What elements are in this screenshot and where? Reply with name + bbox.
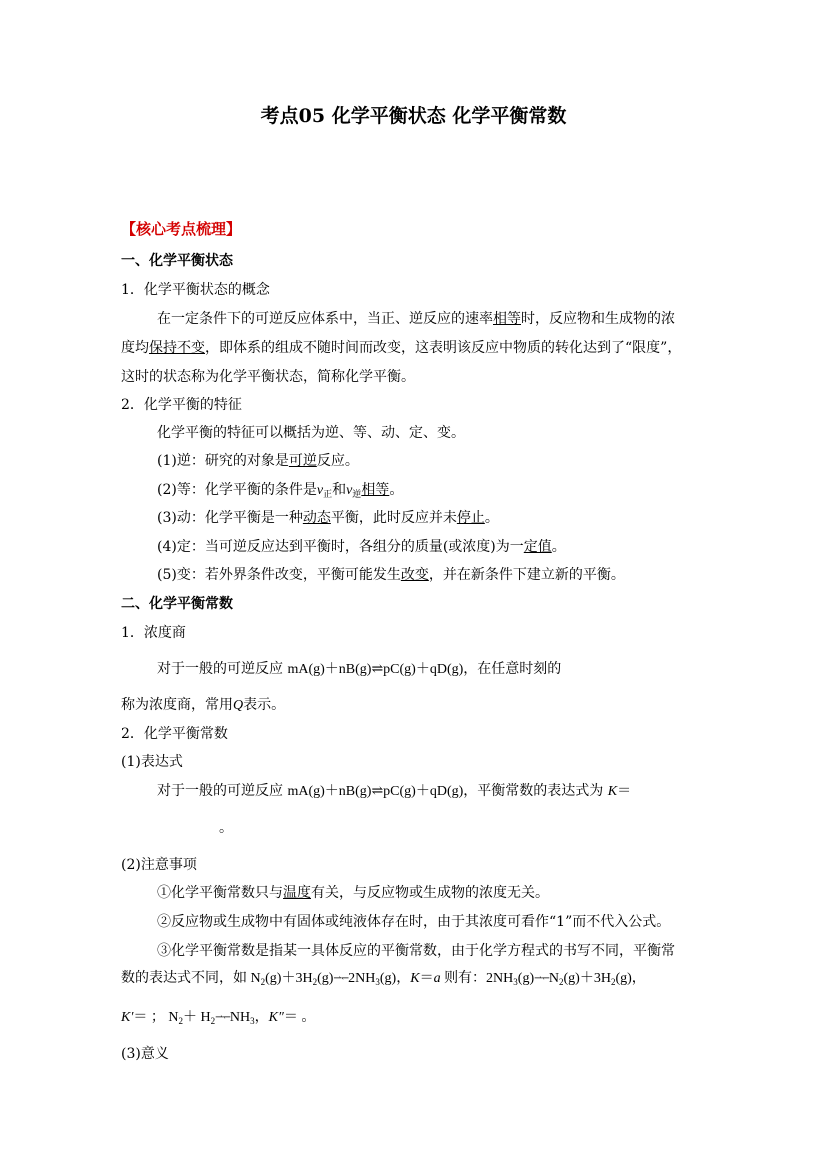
note-3-example: 数的表达式不同，如 $N_2(g)+3H_2(g)⇀↽2NH_3(g)$，K＝a 则有：$2NH_3(g)⇀↽N_2(g)+3H_2(g)$，: [121, 971, 646, 987]
subheading-concentration-quotient: 1．浓度商: [121, 625, 186, 641]
feature-5: (5)变：若外界条件改变，平衡可能发生改变，并在新条件下建立新的平衡。: [157, 567, 625, 583]
feature-4: (4)定：当可逆反应达到平衡时，各组分的质量(或浓度)为一定值。: [157, 539, 566, 555]
note-2: ②反应物或生成物中有固体或纯液体存在时，由于其浓度可看作“1”而不代入公式。: [157, 914, 671, 930]
reversible-arrow-icon: ⇀↽: [534, 973, 549, 984]
note-3: ③化学平衡常数是指某一具体反应的平衡常数，由于化学方程式的书写不同，平衡常: [157, 943, 675, 959]
quotient-line-2: 称为浓度商，常用Q表示。: [121, 697, 286, 713]
note-1: ①化学平衡常数只与温度有关，与反应物或生成物的浓度无关。: [157, 885, 549, 901]
concept-line-1: 在一定条件下的可逆反应体系中，当正、逆反应的速率相等时，反应物和生成物的浓: [157, 311, 675, 327]
heading-equilibrium-constant: 二、化学平衡常数: [121, 596, 233, 612]
concept-line-3: 这时的状态称为化学平衡状态，简称化学平衡。: [121, 369, 415, 385]
subheading-equilibrium-constant: 2．化学平衡常数: [121, 726, 228, 742]
note-3-k-values: K′＝ ； $N_2+$ $H_2⇀↽NH_3$，K″＝ 。: [121, 1010, 316, 1026]
expression-end: 。: [219, 820, 233, 836]
reversible-arrow-icon: ⇀↽: [333, 973, 349, 984]
subheading-concept: 1．化学平衡状态的概念: [121, 282, 270, 298]
subheading-expression: (1)表达式: [121, 754, 183, 770]
reversible-arrow-icon: ⇀↽: [215, 1012, 230, 1023]
general-reaction-equation: mA(g)＋nB(g)⇌pC(g)＋qD(g): [287, 662, 464, 677]
expression-line: 对于一般的可逆反应 mA(g)＋nB(g)⇌pC(g)＋qD(g)，平衡常数的表达式为 K＝: [157, 783, 632, 799]
subheading-features: 2．化学平衡的特征: [121, 397, 242, 413]
quotient-line-1: 对于一般的可逆反应 mA(g)＋nB(g)⇌pC(g)＋qD(g)，在任意时刻的: [157, 661, 562, 677]
section-header: 【核心考点梳理】: [121, 220, 242, 238]
subheading-meaning: (3)意义: [121, 1046, 169, 1062]
feature-2: (2)等：化学平衡的条件是$v_正$和$v_逆$相等。: [157, 482, 404, 500]
feature-3: (3)动：化学平衡是一种动态平衡，此时反应并未停止。: [157, 510, 499, 526]
general-reaction-equation-2: mA(g)＋nB(g)⇌pC(g)＋qD(g): [287, 784, 464, 799]
features-intro: 化学平衡的特征可以概括为逆、等、动、定、变。: [157, 425, 465, 441]
page-title: 考点05 化学平衡状态 化学平衡常数: [260, 105, 567, 127]
feature-1: (1)逆：研究的对象是可逆反应。: [157, 453, 359, 469]
heading-equilibrium-state: 一、化学平衡状态: [121, 253, 233, 269]
subheading-notes: (2)注意事项: [121, 857, 197, 873]
concept-line-2: 度均保持不变，即体系的组成不随时间而改变，这表明该反应中物质的转化达到了“限度”，: [121, 340, 682, 356]
